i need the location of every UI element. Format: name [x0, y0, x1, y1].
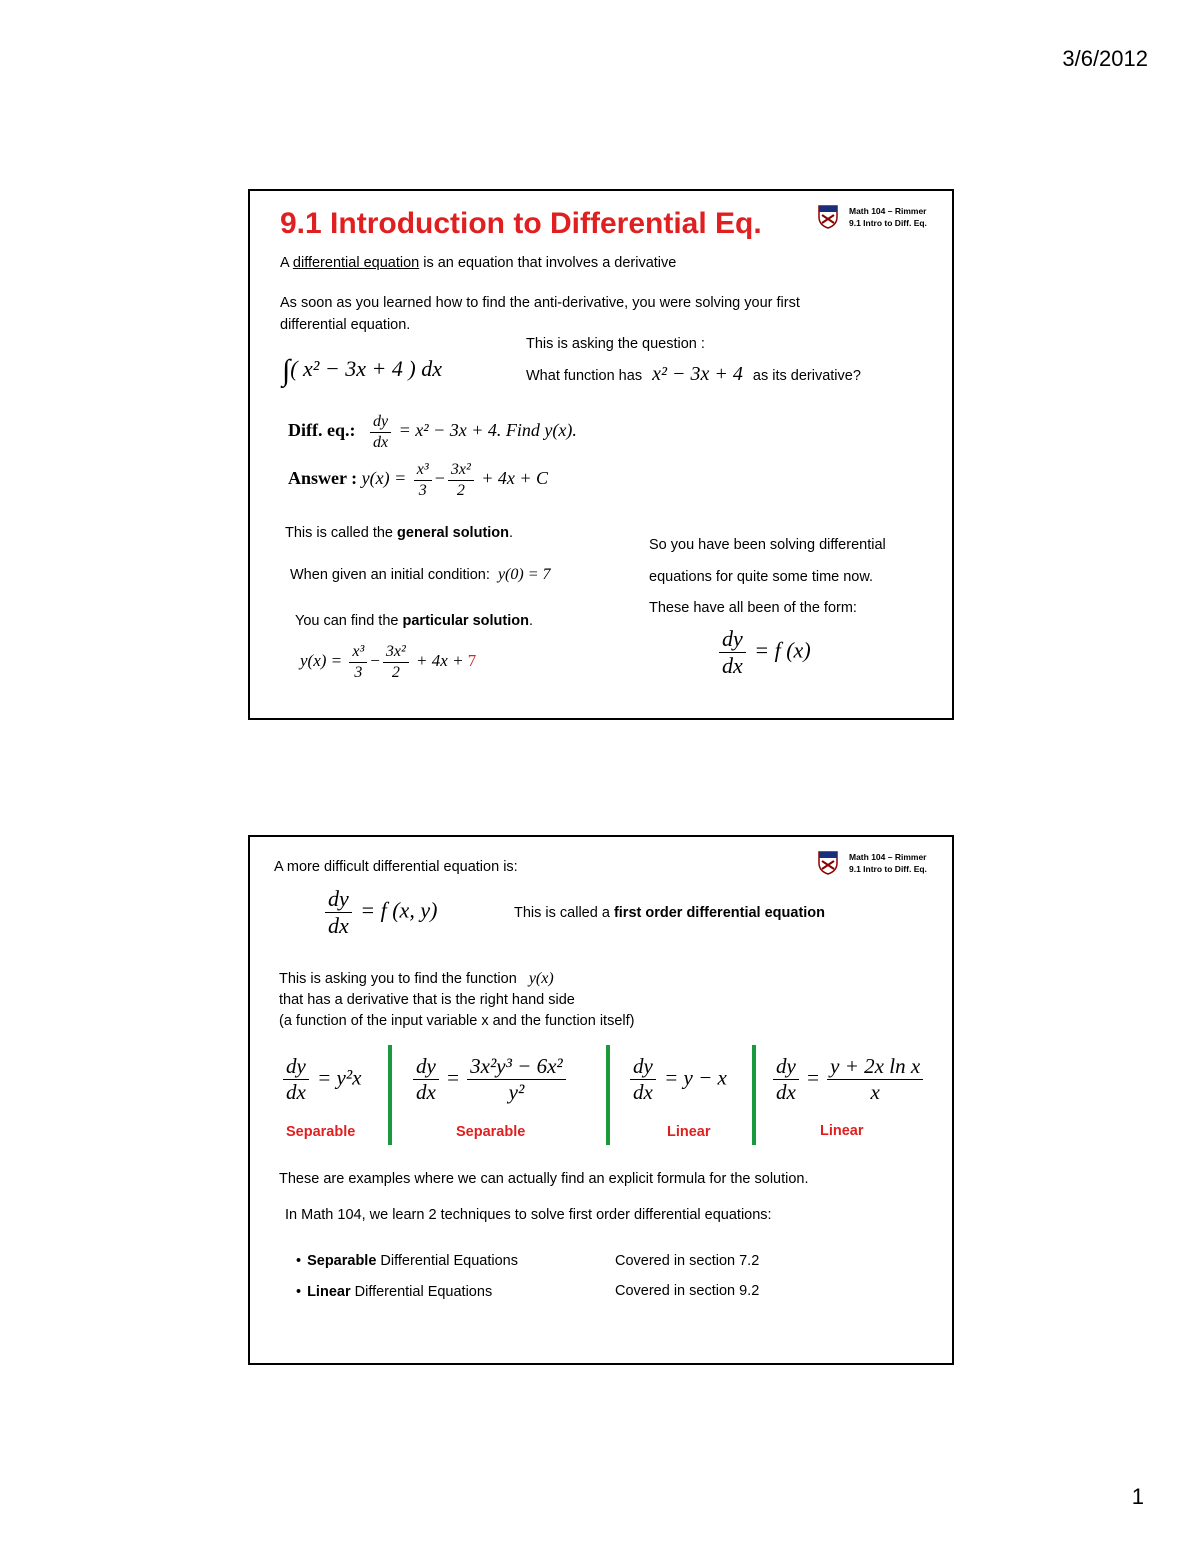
- initial-expression: y(0) = 7: [497, 566, 551, 583]
- general-term: general solution: [397, 525, 510, 541]
- page-number: 1: [1131, 1484, 1144, 1509]
- particular-fraction-2: [383, 643, 409, 681]
- answer-lhs: y(x) =: [361, 468, 407, 489]
- particular-mid: + 4x +: [416, 651, 464, 670]
- first-order-note: [514, 905, 825, 921]
- first-order-rhs: = f (x, y): [360, 897, 438, 923]
- ask-line-1: [279, 970, 554, 988]
- example-4-den: dx: [776, 1080, 796, 1105]
- antiderivative-line-2: differential equation.: [280, 317, 411, 333]
- first-order-num: dy: [325, 887, 352, 913]
- techniques-text: In Math 104, we learn 2 techniques to solve first order differential equations:: [285, 1207, 772, 1223]
- particular-f1-num: x³: [349, 643, 367, 663]
- example-2-num: dy: [413, 1055, 439, 1080]
- right-note-line-3: These have all been of the form:: [649, 600, 857, 616]
- integral-sign-icon: ∫: [282, 354, 291, 387]
- bullet-1-bold: Separable: [307, 1253, 377, 1269]
- bullet-1-section: Covered in section 7.2: [615, 1253, 760, 1269]
- university-crest-icon: [818, 851, 838, 875]
- diff-eq-num: dy: [370, 413, 391, 433]
- general-form-expression: [716, 627, 811, 678]
- answer-f2-num: 3x²: [448, 461, 474, 481]
- question-prefix: What function has: [526, 368, 643, 384]
- example-1-num: dy: [283, 1055, 309, 1080]
- example-1-den: dx: [286, 1080, 306, 1105]
- divider-3: [752, 1045, 756, 1145]
- badge-topic: 9.1 Intro to Diff. Eq.: [849, 864, 927, 874]
- definition-suffix: is an equation that involves a derivative: [419, 255, 677, 271]
- slide-1: [248, 189, 954, 720]
- ask-line-3: (a function of the input variable x and the function itself): [279, 1013, 635, 1029]
- example-2-equation: [410, 1055, 569, 1104]
- answer-f1-num: x³: [414, 461, 432, 481]
- example-2-den: dx: [416, 1080, 436, 1105]
- particular-minus: −: [370, 651, 380, 670]
- question-intro: This is asking the question :: [526, 336, 705, 352]
- example-1-fraction: [283, 1055, 309, 1104]
- bullet-linear: [296, 1284, 492, 1300]
- example-3-fraction: [630, 1055, 656, 1104]
- page-date: 3/6/2012: [1062, 46, 1148, 71]
- badge-course: Math 104 – Rimmer: [849, 206, 927, 216]
- general-solution-text: [285, 525, 513, 541]
- general-form-rhs: = f (x): [754, 637, 811, 663]
- example-1-label: Separable: [286, 1124, 356, 1140]
- bullet-2-rest: Differential Equations: [350, 1284, 493, 1300]
- answer-line: [288, 461, 548, 499]
- right-note-line-1: So you have been solving differential: [649, 537, 886, 553]
- particular-solution-text: [295, 613, 533, 629]
- diff-eq-label: Diff. eq.:: [288, 420, 356, 441]
- ask-function: y(x): [528, 970, 554, 987]
- example-4-equals: =: [807, 1065, 819, 1090]
- slide-2: [248, 835, 954, 1365]
- example-3-den: dx: [633, 1080, 653, 1105]
- antiderivative-line-1: As soon as you learned how to find the anti-derivative, you were solving your first: [280, 295, 800, 311]
- example-4-fraction: [773, 1055, 799, 1104]
- definition-text: [280, 255, 676, 271]
- example-3-rhs: = y − x: [664, 1065, 727, 1090]
- answer-label: Answer :: [288, 468, 358, 489]
- general-form-fraction: [719, 627, 746, 678]
- explicit-text: These are examples where we can actually find an explicit formula for the solution.: [279, 1171, 809, 1187]
- example-4-label: Linear: [820, 1123, 864, 1139]
- question-expression: x² − 3x + 4: [652, 363, 743, 385]
- bullet-1-rest: Differential Equations: [376, 1253, 519, 1269]
- particular-term: particular solution: [402, 613, 529, 629]
- general-form-den: dx: [722, 653, 743, 679]
- particular-f2-den: 2: [391, 663, 400, 681]
- general-prefix: This is called the: [285, 525, 398, 541]
- initial-condition-text: [290, 566, 551, 584]
- bullet-dot-icon: •: [296, 1284, 302, 1300]
- answer-f2-den: 2: [456, 481, 465, 499]
- initial-text: When given an initial condition:: [290, 567, 490, 583]
- example-2-label: Separable: [456, 1124, 526, 1140]
- example-3-label: Linear: [667, 1124, 711, 1140]
- divider-2: [606, 1045, 610, 1145]
- example-3-num: dy: [630, 1055, 656, 1080]
- definition-prefix: A: [280, 255, 293, 271]
- particular-constant: 7: [467, 651, 477, 670]
- example-1-rhs: = y²x: [317, 1065, 362, 1090]
- example-2-equals: =: [447, 1065, 459, 1090]
- example-3-equation: [627, 1055, 727, 1104]
- particular-f1-den: 3: [354, 663, 363, 681]
- question-suffix: as its derivative?: [752, 368, 861, 384]
- called-term: first order differential equation: [613, 905, 826, 921]
- ask-text: This is asking you to find the function: [279, 971, 517, 987]
- integral-expression: [282, 354, 442, 388]
- example-4-rhs-den: x: [870, 1080, 880, 1105]
- bullet-2-bold: Linear: [307, 1284, 351, 1300]
- general-form-num: dy: [719, 627, 746, 653]
- diff-eq-fraction: [370, 413, 391, 451]
- example-2-rhs-fraction: [467, 1055, 566, 1104]
- called-prefix: This is called a: [514, 905, 614, 921]
- example-2-rhs-den: y²: [508, 1080, 525, 1105]
- bullet-2-section: Covered in section 9.2: [615, 1283, 760, 1299]
- answer-tail: + 4x + C: [481, 468, 549, 489]
- diff-eq-rhs: = x² − 3x + 4. Find y(x).: [398, 420, 577, 441]
- diff-eq-den: dx: [372, 433, 389, 451]
- example-4-equation: [770, 1055, 926, 1104]
- badge-topic: 9.1 Intro to Diff. Eq.: [849, 218, 927, 228]
- badge-course: Math 104 – Rimmer: [849, 852, 927, 862]
- particular-prefix: You can find the: [295, 613, 403, 629]
- general-suffix: .: [509, 525, 514, 541]
- answer-fraction-2: [448, 461, 474, 499]
- university-crest-icon: [818, 205, 838, 229]
- example-2-rhs-num: 3x²y³ − 6x²: [467, 1055, 566, 1080]
- slide-title: 9.1 Introduction to Differential Eq.: [280, 207, 762, 240]
- question-line: [526, 363, 861, 386]
- bullet-separable: [296, 1253, 518, 1269]
- intro-text: A more difficult differential equation is:: [274, 859, 518, 875]
- answer-f1-den: 3: [418, 481, 427, 499]
- example-4-rhs-fraction: [827, 1055, 923, 1104]
- particular-lhs: y(x) =: [300, 651, 343, 670]
- particular-fraction-1: [349, 643, 367, 681]
- answer-fraction-1: [414, 461, 432, 499]
- divider-1: [388, 1045, 392, 1145]
- first-order-den: dx: [328, 913, 349, 939]
- bullet-dot-icon: •: [296, 1253, 302, 1269]
- ask-line-2: that has a derivative that is the right hand side: [279, 992, 575, 1008]
- particular-suffix: .: [529, 613, 534, 629]
- example-1-equation: [280, 1055, 361, 1104]
- example-4-num: dy: [773, 1055, 799, 1080]
- particular-solution-expression: [300, 643, 476, 681]
- first-order-fraction: [325, 887, 352, 938]
- answer-minus: −: [434, 468, 445, 489]
- integral-body: ( x² − 3x + 4 ) dx: [290, 356, 442, 381]
- particular-f2-num: 3x²: [383, 643, 409, 663]
- example-2-fraction: [413, 1055, 439, 1104]
- first-order-form: [322, 887, 437, 938]
- diff-eq-line: [288, 413, 577, 451]
- example-4-rhs-num: y + 2x ln x: [827, 1055, 923, 1080]
- definition-term: differential equation: [292, 255, 420, 271]
- right-note-line-2: equations for quite some time now.: [649, 569, 874, 585]
